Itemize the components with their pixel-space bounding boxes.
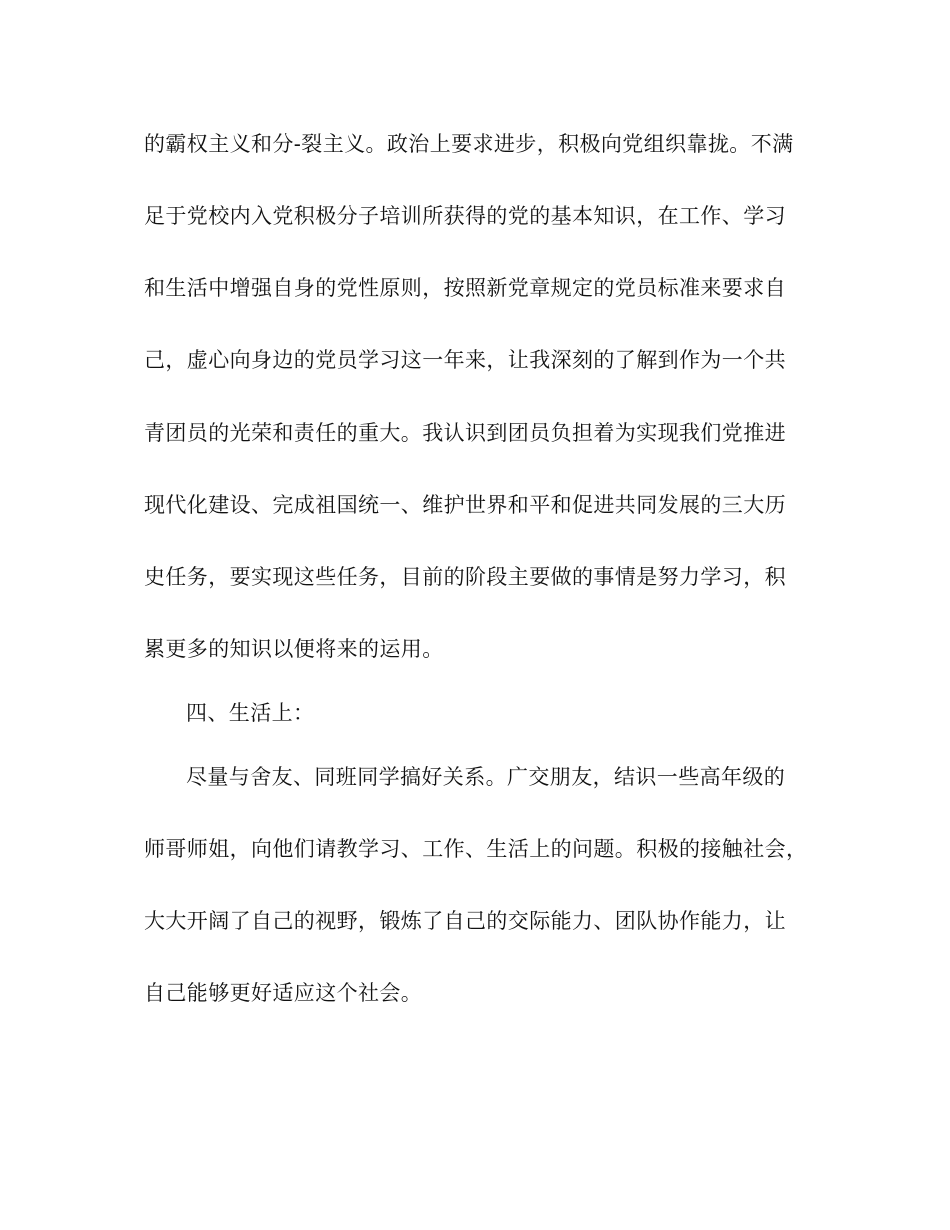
text-line-7: 史任务，要实现这些任务，目前的阶段主要做的事情是努力学习，积: [144, 565, 786, 589]
text-line-6: 现代化建设、完成祖国统一、维护世界和平和促进共同发展的三大历: [144, 493, 786, 517]
text-line-1: 的霸权主义和分-裂主义。政治上要求进步，积极向党组织靠拢。不满: [144, 132, 794, 156]
text-line-5: 青团员的光荣和责任的重大。我认识到团员负担着为实现我们党推进: [144, 421, 786, 445]
text-line-4: 己，虚心向身边的党员学习这一年来，让我深刻的了解到作为一个共: [144, 348, 786, 372]
text-line-10: 尽量与舍友、同班同学搞好关系。广交朋友，结识一些高年级的: [186, 765, 786, 789]
text-line-12: 大大开阔了自己的视野，锻炼了自己的交际能力、团队协作能力，让: [144, 909, 786, 933]
text-line-8: 累更多的知识以便将来的运用。: [144, 637, 444, 661]
text-line-11: 师哥师姐，向他们请教学习、工作、生活上的问题。积极的接触社会，: [144, 837, 808, 861]
section-heading: 四、生活上：: [186, 701, 315, 725]
text-line-3: 和生活中增强自身的党性原则，按照新党章规定的党员标准来要求自: [144, 276, 786, 300]
text-line-2: 足于党校内入党积极分子培训所获得的党的基本知识，在工作、学习: [144, 204, 786, 228]
text-line-13: 自己能够更好适应这个社会。: [144, 981, 423, 1005]
